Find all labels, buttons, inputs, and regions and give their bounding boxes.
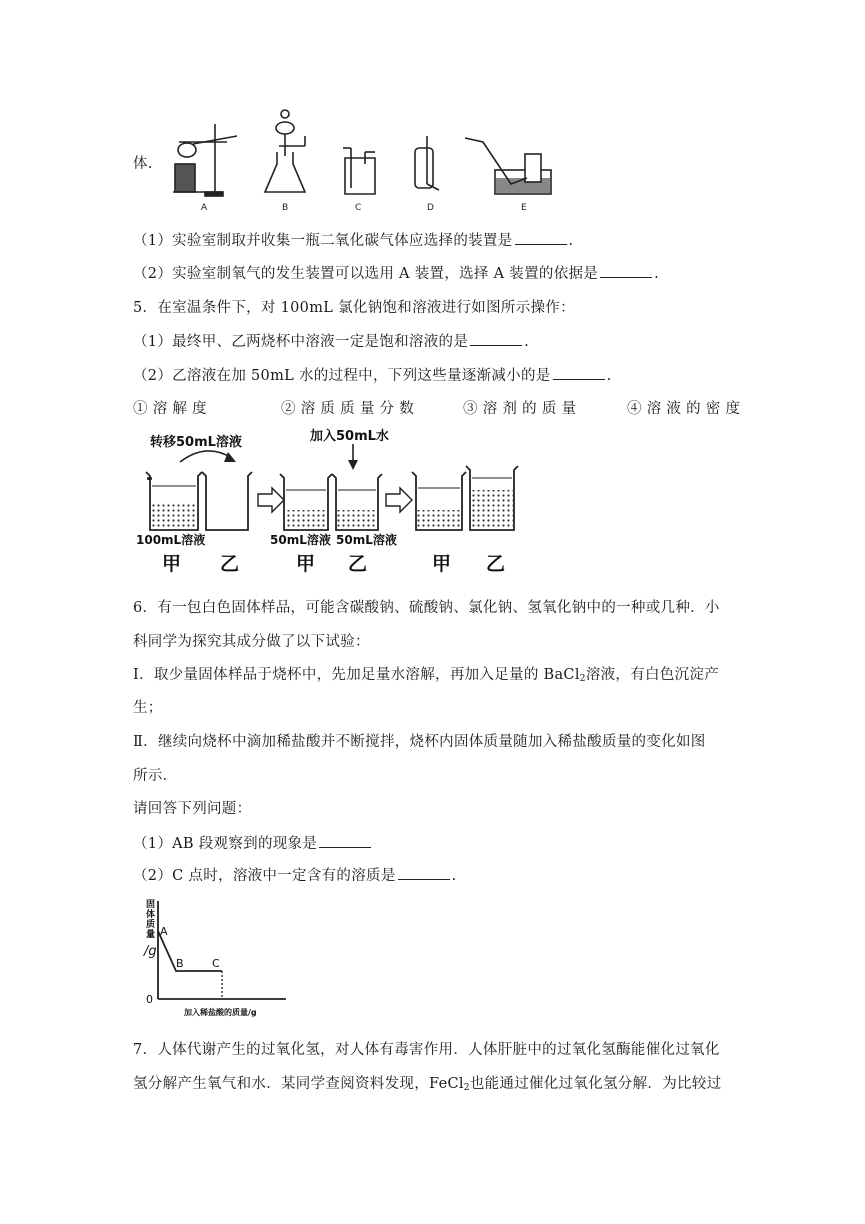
apparatus-labels: [201, 203, 527, 213]
beaker-yi-1: [202, 472, 252, 530]
beaker-jia-1: [146, 472, 202, 530]
label-yi: 乙: [486, 553, 506, 574]
q4-lead: 体.: [133, 156, 153, 172]
option-2: ② 溶 质 质 量 分 数: [281, 401, 415, 417]
origin-label: 0: [146, 993, 153, 1006]
label-jia: 甲: [296, 553, 316, 574]
q6-step2-b: 所示．: [133, 768, 178, 784]
apparatus-figure: [165, 106, 555, 214]
option-4: ④ 溶 液 的 密 度: [627, 401, 741, 417]
answer-blank[interactable]: [600, 263, 652, 278]
apparatus-d: [415, 136, 439, 190]
label-jia: 甲: [162, 553, 182, 574]
q7-line2: 氢分解产生氧气和水．某同学查阅资料发现，FeCl$_2$也能通过催化过氧化氢分解．为比较过: [133, 1076, 722, 1093]
q6-sub1: （1）AB 段观察到的现象是: [133, 832, 373, 853]
q5-sub1: （1）最终甲、乙两烧杯中溶液一定是饱和溶液的是 .: [133, 330, 529, 351]
label-b: B: [282, 203, 289, 213]
apparatus-e: [465, 138, 551, 194]
answer-blank[interactable]: [398, 865, 450, 880]
point-c: C: [212, 957, 220, 970]
q6-prompt: 请回答下列问题：: [133, 801, 252, 817]
transfer-label: 转移50mL溶液: [150, 435, 242, 450]
label-yi: 乙: [220, 553, 240, 574]
answer-blank[interactable]: [553, 365, 605, 380]
x-axis-label: 加入稀盐酸的质量/g: [184, 1008, 257, 1017]
label-jia: 甲: [432, 553, 452, 574]
beaker-jia-2: [280, 474, 332, 530]
apparatus-c: [343, 148, 375, 194]
label-a: A: [201, 203, 208, 213]
beaker-yi-3: [466, 466, 518, 530]
label-d: D: [427, 203, 434, 213]
option-1: ① 溶 解 度: [133, 401, 207, 417]
mass-graph: [140, 895, 290, 1019]
label-e: E: [521, 203, 527, 213]
q5-stem: 5．在室温条件下，对 100mL 氯化钠饱和溶液进行如图所示操作：: [133, 300, 575, 316]
apparatus-a: [173, 124, 237, 196]
y-axis-char: 量: [146, 930, 156, 940]
option-3: ③ 溶 剂 的 质 量: [463, 401, 577, 417]
y-axis-unit: /g: [144, 944, 157, 959]
volume-label-50b: 50mL溶液: [336, 533, 397, 547]
point-b: B: [176, 957, 184, 970]
answer-blank[interactable]: [515, 230, 567, 245]
volume-label-50a: 50mL溶液: [270, 533, 331, 547]
q6-stem-line1: 6．有一包白色固体样品，可能含碳酸钠、硫酸钠、氯化钠、氢氧化钠中的一种或几种．小: [133, 600, 720, 616]
answer-blank[interactable]: [470, 331, 522, 346]
q4-sub2: （2）实验室制氧气的发生装置可以选用 A 装置，选择 A 装置的依据是 .: [133, 262, 659, 283]
process-arrow: [258, 488, 284, 512]
q6-stem-line2: 科同学为探究其成分做了以下试验：: [133, 634, 370, 650]
y-axis-char: 质: [146, 920, 156, 930]
beaker-figure: [136, 428, 522, 574]
beaker-jia-3: [412, 472, 466, 530]
beaker-yi-2: [332, 474, 382, 530]
q6-step1-cont: 生；: [133, 700, 163, 716]
q4-sub1: （1）实验室制取并收集一瓶二氧化碳气体应选择的装置是 .: [133, 229, 573, 250]
apparatus-b: [265, 110, 305, 192]
volume-label-100: 100mL溶液: [136, 533, 206, 547]
answer-blank[interactable]: [319, 833, 371, 848]
add-water-label: 加入50mL水: [310, 429, 389, 444]
y-axis-char: 固: [146, 900, 156, 910]
q7-line1: 7．人体代谢产生的过氧化氢，对人体有毒害作用．人体肝脏中的过氧化氢酶能催化过氧化: [133, 1042, 720, 1058]
label-c: C: [355, 203, 362, 213]
point-a: A: [160, 925, 168, 938]
label-yi: 乙: [348, 553, 368, 574]
q5-sub2: （2）乙溶液在加 50mL 水的过程中，下列这些量逐渐减小的是 .: [133, 364, 612, 385]
y-axis-char: 体: [146, 910, 156, 920]
process-arrow: [386, 488, 412, 512]
q6-step1: Ⅰ．取少量固体样品于烧杯中，先加足量水溶解，再加入足量的 BaCl$_2$溶液，有白色沉淀产: [133, 667, 720, 684]
q6-step2-a: Ⅱ．继续向烧杯中滴加稀盐酸并不断搅拌，烧杯内固体质量随加入稀盐酸质量的变化如图: [133, 734, 706, 750]
q6-sub2: （2）C 点时，溶液中一定含有的溶质是 .: [133, 864, 457, 885]
